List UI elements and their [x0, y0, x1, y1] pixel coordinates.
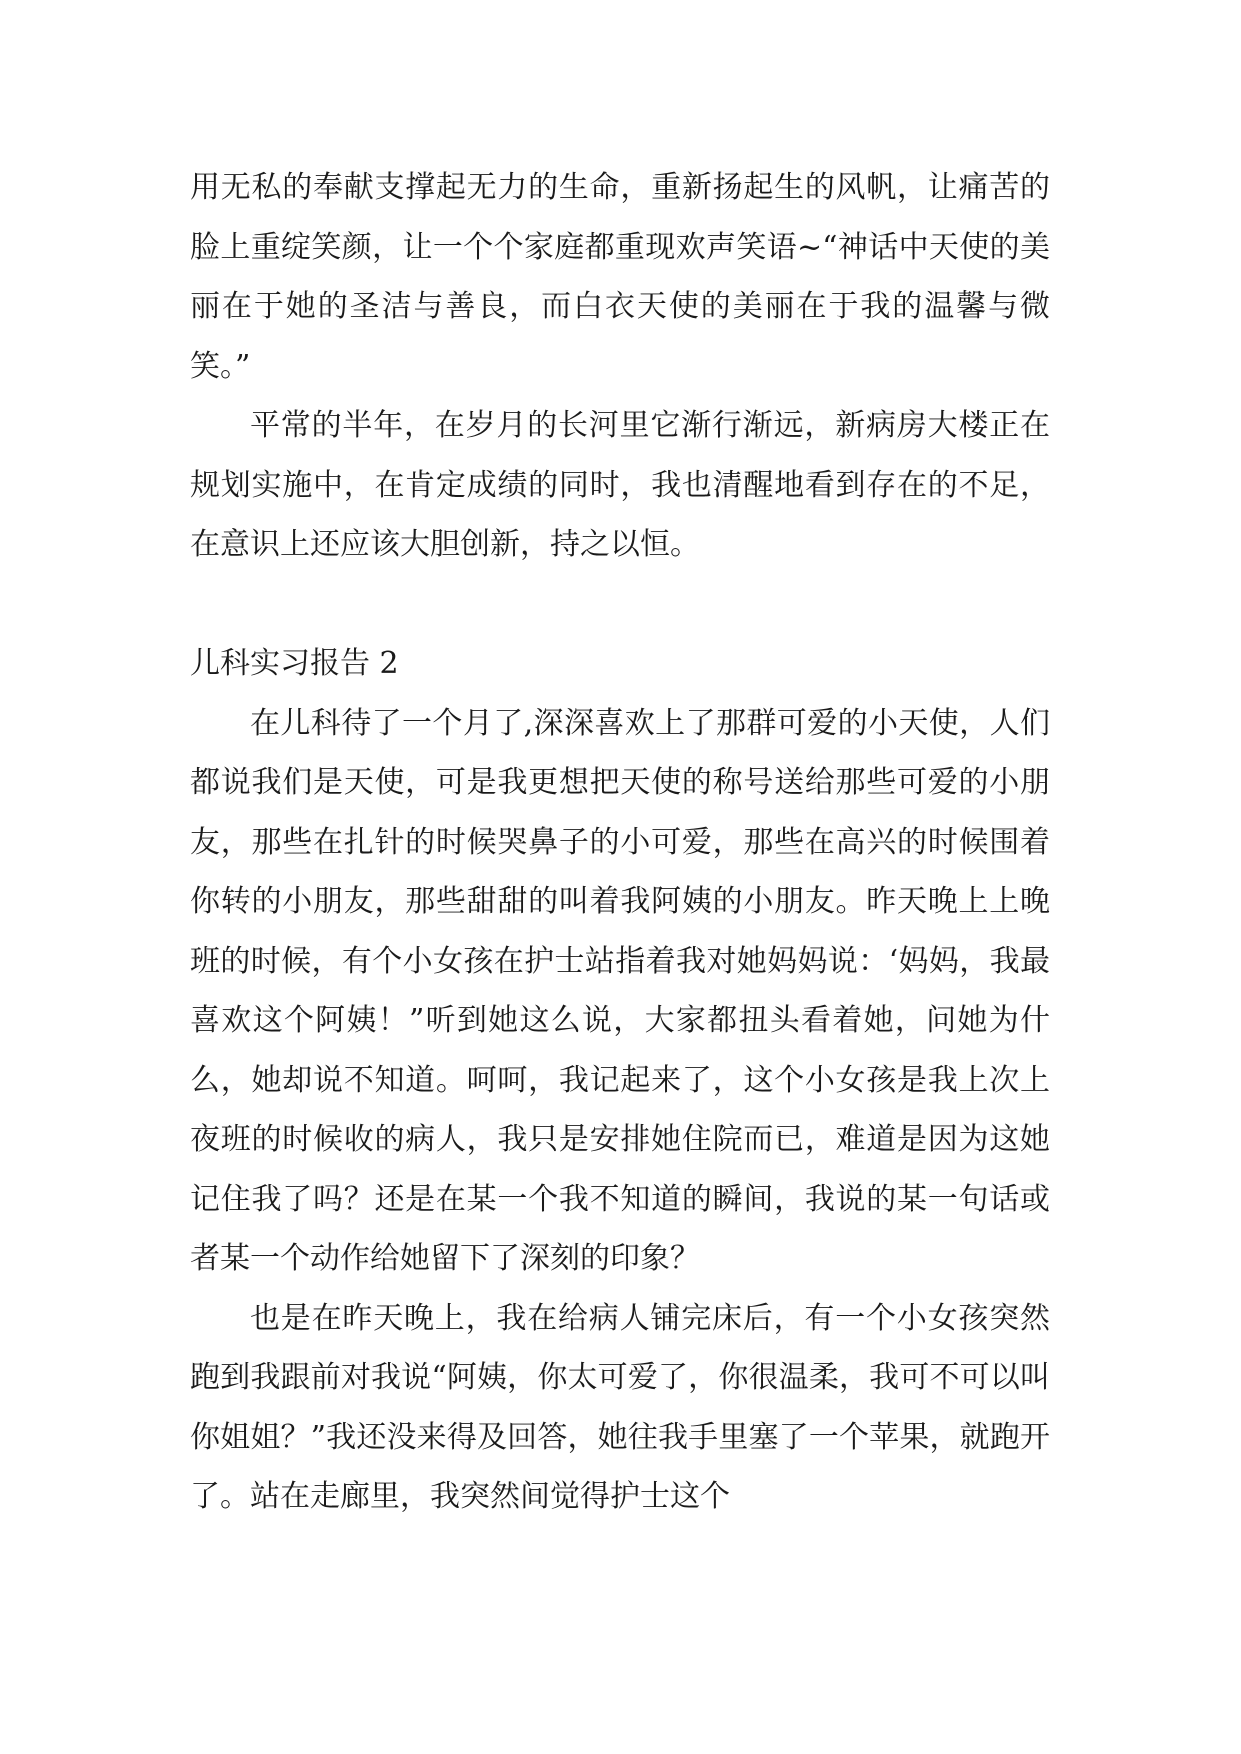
- paragraph: 在儿科待了一个月了,深深喜欢上了那群可爱的小天使，人们都说我们是天使，可是我更想把天使的称号送给那些可爱的小朋友，那些在扎针的时候哭鼻子的小可爱，那些在高兴的时候围着你转的小朋友，那些甜甜的叫着我阿姨的小朋友。昨天晚上上晚班的时候，有个小女孩在护士站指着我对她妈妈说：‘妈妈，我最喜欢这个阿姨！”听到她这么说，大家都扭头看着她，问她为什么，她却说不知道。呵呵，我记起来了，这个小女孩是我上次上夜班的时候收的病人，我只是安排她住院而已，难道是因为这她记住我了吗？还是在某一个我不知道的瞬间，我说的某一句话或者某一个动作给她留下了深刻的印象？: [190, 705, 1050, 1276]
- paragraph: 平常的半年，在岁月的长河里它渐行渐远，新病房大楼正在规划实施中，在肯定成绩的同时，我也清醒地看到存在的不足，在意识上还应该大胆创新，持之以恒。: [190, 408, 1050, 562]
- paragraph: 也是在昨天晚上，我在给病人铺完床后，有一个小女孩突然跑到我跟前对我说“阿姨，你太可爱了，你很温柔，我可不可以叫你姐姐？”我还没来得及回答，她往我手里塞了一个苹果，就跑开了。站在走廊里，我突然间觉得护士这个: [190, 1300, 1050, 1514]
- section-heading: 儿科实习报告 2: [190, 646, 399, 681]
- document-body: [190, 158, 1050, 1527]
- paragraph-continued: 用无私的奉献支撑起无力的生命，重新扬起生的风帆，让痛苦的脸上重绽笑颜，让一个个家庭都重现欢声笑语~“神话中天使的美丽在于她的圣洁与善良，而白衣天使的美丽在于我的温馨与微笑。”: [190, 170, 1050, 384]
